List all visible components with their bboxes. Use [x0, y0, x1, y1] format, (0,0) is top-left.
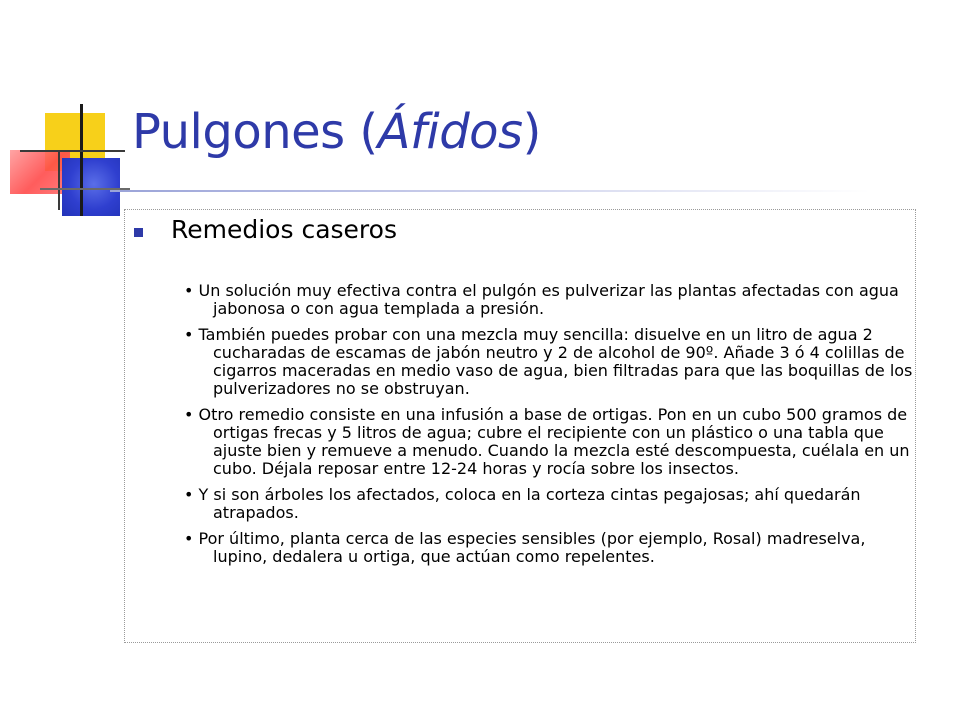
decorative-horizontal-line: [20, 150, 125, 152]
slide-title: [132, 104, 541, 160]
list-item: • También puedes probar con una mezcla muy sencilla: disuelve en un litro de agua 2 cucharadas de escamas de jabón neutro y 2 de alcohol de 90º. Añade 3 ó 4 colillas de cigarros maceradas en medio vaso de agua, bien filtradas para que las boquillas de los pulverizadores no se obstruyan.: [184, 325, 913, 398]
decorative-vertical-line: [80, 104, 83, 216]
remedies-list: [184, 282, 914, 574]
square-bullet-icon: [134, 228, 143, 237]
section-heading: Remedios caseros: [171, 215, 397, 244]
title-close-text: ): [522, 104, 541, 160]
decorative-blue-square: [62, 158, 120, 216]
list-item: • Y si son árboles los afectados, coloca en la corteza cintas pegajosas; ahí quedarán atrapados.: [184, 485, 861, 522]
list-item: • Por último, planta cerca de las especies sensibles (por ejemplo, Rosal) madreselva, lupino, dedalera u ortiga, que actúan como repelentes.: [184, 529, 866, 566]
title-italic-text: Áfidos: [377, 104, 523, 160]
list-item: • Otro remedio consiste en una infusión a base de ortigas. Pon en un cubo 500 gramos de ortigas frecas y 5 litros de agua; cubre el recipiente con un plástico o una tabla que ajuste bien y remueve a menudo. Cuando la mezcla esté descompuesta, cuélala en un cubo. Déjala reposar entre 12-24 horas y rocía sobre los insectos.: [184, 405, 910, 478]
title-underline: [110, 190, 870, 192]
decorative-vertical-line-secondary: [58, 150, 60, 210]
list-item: • Un solución muy efectiva contra el pulgón es pulverizar las plantas afectadas con agua jabonosa o con agua templada a presión.: [184, 281, 899, 318]
title-main-text: Pulgones (: [132, 104, 378, 160]
